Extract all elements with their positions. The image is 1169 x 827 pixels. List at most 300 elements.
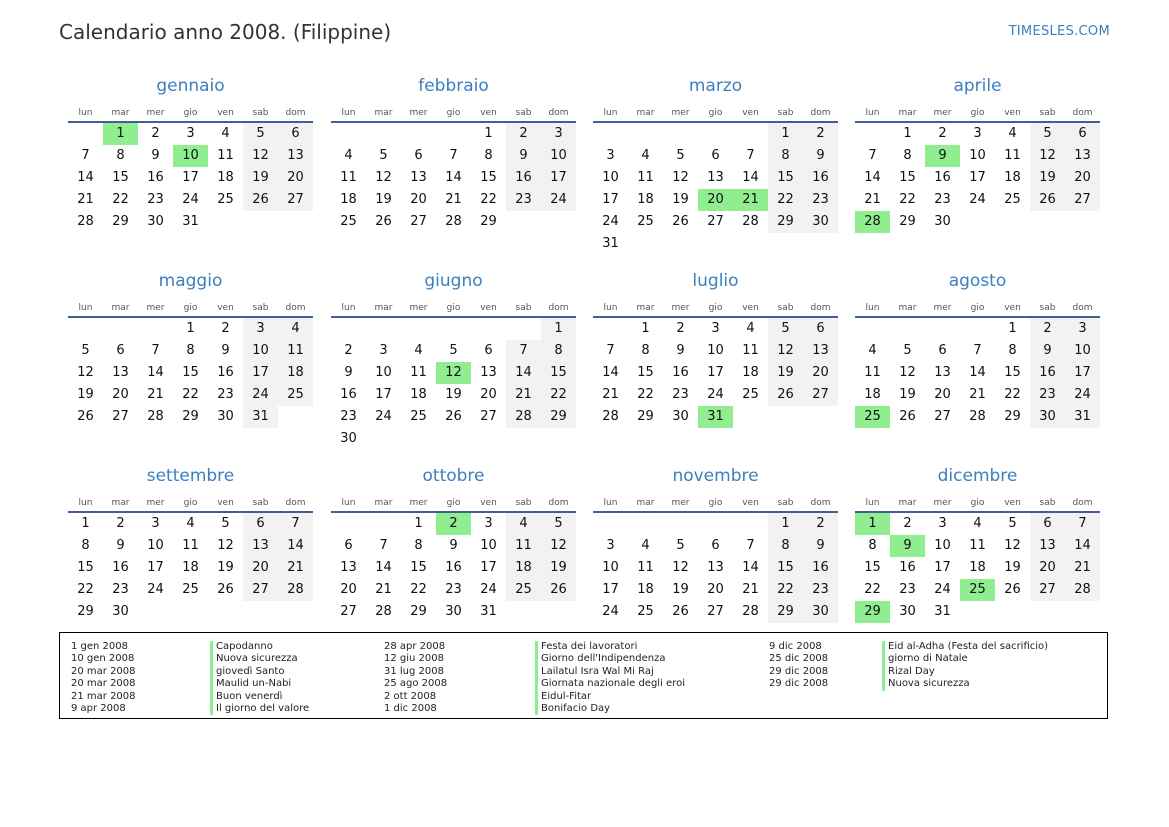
empty-cell <box>138 318 173 340</box>
legend-date: 2 ott 2008 <box>384 690 437 702</box>
day-cell: 4 <box>868 343 877 358</box>
day-cell: 11 <box>637 560 654 575</box>
day-cell: 19 <box>375 192 392 207</box>
day-cell: 26 <box>375 214 392 229</box>
day-cell: 24 <box>182 192 199 207</box>
weekday-label: lun <box>341 108 356 118</box>
month-ottobre <box>331 466 576 623</box>
month-luglio <box>593 271 838 428</box>
day-cell: 16 <box>803 167 838 189</box>
weekday-label: mar <box>636 303 655 313</box>
weekday-label: lun <box>865 498 880 508</box>
day-cell: 25 <box>506 579 541 601</box>
day-cell: 7 <box>746 148 755 163</box>
day-cell: 11 <box>1004 148 1021 163</box>
day-cell: 9 <box>1030 340 1065 362</box>
day-grid <box>331 513 576 623</box>
day-cell: 18 <box>1004 170 1021 185</box>
day-cell: 12 <box>899 365 916 380</box>
empty-cell <box>890 318 925 340</box>
weekday-label: sab <box>515 303 532 313</box>
day-cell: 2 <box>803 513 838 535</box>
weekday-label: mer <box>933 498 952 508</box>
month-giugno <box>331 271 576 450</box>
day-cell: 16 <box>217 365 234 380</box>
day-cell: 11 <box>340 170 357 185</box>
day-cell: 8 <box>1008 343 1017 358</box>
day-cell: 17 <box>182 170 199 185</box>
day-cell: 30 <box>217 409 234 424</box>
day-cell: 28 <box>742 214 759 229</box>
day-cell: 22 <box>410 582 427 597</box>
day-cell: 27 <box>278 189 313 211</box>
day-cell: 6 <box>243 513 278 535</box>
day-cell: 16 <box>445 560 462 575</box>
day-grid <box>593 318 838 428</box>
day-cell: 5 <box>903 343 912 358</box>
day-cell: 12 <box>375 170 392 185</box>
weekday-label: lun <box>865 303 880 313</box>
day-cell: 10 <box>707 343 724 358</box>
day-grid <box>68 513 313 623</box>
day-cell: 18 <box>278 362 313 384</box>
weekday-label: sab <box>515 498 532 508</box>
day-cell: 24 <box>602 214 619 229</box>
day-cell: 6 <box>711 538 720 553</box>
weekday-label: ven <box>742 108 759 118</box>
weekday-label: gio <box>708 303 723 313</box>
day-cell: 30 <box>1030 406 1065 428</box>
weekday-label: mer <box>409 303 428 313</box>
day-cell: 24 <box>969 192 986 207</box>
day-cell: 5 <box>1030 123 1065 145</box>
weekday-label: lun <box>78 498 93 508</box>
empty-cell <box>593 318 628 340</box>
day-cell: 16 <box>672 365 689 380</box>
day-cell: 15 <box>768 167 803 189</box>
month-name: ottobre <box>422 466 485 486</box>
weekday-label: sab <box>252 498 269 508</box>
weekday-label: gio <box>183 108 198 118</box>
empty-cell <box>366 123 401 145</box>
day-cell: 13 <box>934 365 951 380</box>
day-cell: 6 <box>1030 513 1065 535</box>
day-cell: 2 <box>116 516 125 531</box>
day-grid <box>855 513 1100 623</box>
day-cell: 27 <box>243 579 278 601</box>
day-cell: 1 <box>186 321 195 336</box>
weekday-label: ven <box>742 303 759 313</box>
day-cell: 13 <box>803 340 838 362</box>
legend-holiday-name: Nuova sicurezza <box>210 653 309 665</box>
day-cell: 14 <box>864 170 881 185</box>
day-cell: 18 <box>637 582 654 597</box>
day-cell: 29 <box>410 604 427 619</box>
day-cell: 11 <box>278 340 313 362</box>
day-cell: 10 <box>602 560 619 575</box>
weekday-label: dom <box>285 498 306 508</box>
weekday-label: ven <box>217 498 234 508</box>
day-cell: 19 <box>243 167 278 189</box>
day-cell: 15 <box>112 170 129 185</box>
day-cell: 27 <box>1030 579 1065 601</box>
day-cell: 5 <box>676 148 685 163</box>
day-cell: 30 <box>934 214 951 229</box>
month-aprile <box>855 76 1100 233</box>
holiday-day-cell: 29 <box>855 601 890 623</box>
empty-cell <box>366 513 401 535</box>
day-cell: 28 <box>445 214 462 229</box>
empty-cell <box>593 513 628 535</box>
legend-names-col-3 <box>882 641 1048 691</box>
weekday-label: mer <box>409 498 428 508</box>
day-cell: 6 <box>1065 123 1100 145</box>
empty-cell <box>733 513 768 535</box>
day-cell: 2 <box>938 126 947 141</box>
day-cell: 22 <box>899 192 916 207</box>
day-cell: 25 <box>1004 192 1021 207</box>
day-cell: 20 <box>278 167 313 189</box>
day-cell: 22 <box>480 192 497 207</box>
day-cell: 3 <box>484 516 493 531</box>
day-cell: 29 <box>182 409 199 424</box>
weekday-label: gio <box>708 108 723 118</box>
day-cell: 5 <box>81 343 90 358</box>
day-cell: 11 <box>506 535 541 557</box>
weekday-label: dom <box>810 498 831 508</box>
day-cell: 14 <box>77 170 94 185</box>
day-cell: 19 <box>768 362 803 384</box>
day-cell: 20 <box>803 362 838 384</box>
day-cell: 22 <box>541 384 576 406</box>
day-cell: 29 <box>1004 409 1021 424</box>
day-cell: 3 <box>1065 318 1100 340</box>
holiday-day-cell: 12 <box>436 362 471 384</box>
month-name: luglio <box>692 271 739 291</box>
holiday-legend <box>59 632 1108 719</box>
day-cell: 2 <box>221 321 230 336</box>
day-cell: 9 <box>803 145 838 167</box>
day-cell: 18 <box>217 170 234 185</box>
day-cell: 21 <box>1065 557 1100 579</box>
day-cell: 3 <box>186 126 195 141</box>
legend-date: 25 dic 2008 <box>769 653 829 665</box>
day-cell: 24 <box>243 384 278 406</box>
day-cell: 7 <box>973 343 982 358</box>
day-cell: 29 <box>637 409 654 424</box>
empty-cell <box>593 123 628 145</box>
day-cell: 6 <box>344 538 353 553</box>
day-cell: 27 <box>480 409 497 424</box>
day-cell: 20 <box>243 557 278 579</box>
month-febbraio <box>331 76 576 233</box>
day-cell: 15 <box>899 170 916 185</box>
legend-holiday-name: Festa dei lavoratori <box>535 641 685 653</box>
day-cell: 27 <box>1065 189 1100 211</box>
day-cell: 27 <box>112 409 129 424</box>
day-cell: 26 <box>899 409 916 424</box>
day-cell: 13 <box>480 365 497 380</box>
weekday-label: dom <box>285 303 306 313</box>
legend-date: 20 mar 2008 <box>71 665 136 677</box>
weekday-label: gio <box>446 108 461 118</box>
legend-holiday-name: Rizal Day <box>882 666 1048 678</box>
day-cell: 2 <box>676 321 685 336</box>
day-cell: 25 <box>217 192 234 207</box>
month-name: maggio <box>158 271 223 291</box>
day-cell: 19 <box>1030 167 1065 189</box>
day-cell: 3 <box>243 318 278 340</box>
day-cell: 4 <box>414 343 423 358</box>
day-cell: 4 <box>641 538 650 553</box>
legend-date: 9 apr 2008 <box>71 703 126 715</box>
day-cell: 30 <box>899 604 916 619</box>
day-cell: 12 <box>1030 145 1065 167</box>
weekday-label: ven <box>217 303 234 313</box>
day-cell: 19 <box>672 582 689 597</box>
day-cell: 24 <box>602 604 619 619</box>
day-cell: 10 <box>480 538 497 553</box>
weekday-label: sab <box>1039 303 1056 313</box>
day-cell: 18 <box>410 387 427 402</box>
day-cell: 10 <box>541 145 576 167</box>
legend-holiday-name: Lailatul Isra Wal Mi Raj <box>535 666 685 678</box>
day-cell: 24 <box>541 189 576 211</box>
day-cell: 9 <box>116 538 125 553</box>
day-cell: 17 <box>707 365 724 380</box>
day-cell: 30 <box>803 601 838 623</box>
day-cell: 21 <box>506 384 541 406</box>
day-cell: 30 <box>445 604 462 619</box>
day-cell: 14 <box>375 560 392 575</box>
day-cell: 14 <box>742 560 759 575</box>
weekday-label: mar <box>898 498 917 508</box>
weekday-label: gio <box>970 303 985 313</box>
weekday-label: mar <box>898 108 917 118</box>
empty-cell <box>68 123 103 145</box>
day-cell: 1 <box>768 513 803 535</box>
holiday-day-cell: 1 <box>103 123 138 145</box>
day-grid <box>331 318 576 450</box>
day-cell: 4 <box>344 148 353 163</box>
weekday-label: mar <box>898 303 917 313</box>
day-cell: 15 <box>77 560 94 575</box>
legend-holiday-name: giovedì Santo <box>210 666 309 678</box>
day-cell: 7 <box>278 513 313 535</box>
day-cell: 15 <box>541 362 576 384</box>
empty-cell <box>733 123 768 145</box>
day-cell: 10 <box>969 148 986 163</box>
legend-date: 28 apr 2008 <box>384 641 446 652</box>
holiday-day-cell: 9 <box>890 535 925 557</box>
weekday-label: ven <box>742 498 759 508</box>
day-cell: 10 <box>934 538 951 553</box>
weekday-label: mar <box>111 498 130 508</box>
day-cell: 14 <box>969 365 986 380</box>
empty-cell <box>436 318 471 340</box>
day-cell: 22 <box>112 192 129 207</box>
day-cell: 17 <box>969 170 986 185</box>
page-title: Calendario anno 2008. (Filippine) <box>59 20 392 44</box>
weekday-label: mar <box>111 303 130 313</box>
month-settembre <box>68 466 313 623</box>
day-cell: 23 <box>1030 384 1065 406</box>
day-cell: 15 <box>637 365 654 380</box>
day-cell: 15 <box>182 365 199 380</box>
day-cell: 12 <box>672 170 689 185</box>
weekday-label: gio <box>183 303 198 313</box>
day-cell: 27 <box>803 384 838 406</box>
day-cell: 2 <box>903 516 912 531</box>
weekday-label: ven <box>480 108 497 118</box>
day-cell: 8 <box>768 535 803 557</box>
day-cell: 22 <box>768 189 803 211</box>
day-cell: 3 <box>973 126 982 141</box>
empty-cell <box>628 123 663 145</box>
day-cell: 8 <box>484 148 493 163</box>
day-cell: 27 <box>934 409 951 424</box>
day-cell: 5 <box>676 538 685 553</box>
day-cell: 20 <box>707 582 724 597</box>
month-name: marzo <box>688 76 743 96</box>
day-cell: 17 <box>602 582 619 597</box>
weekday-label: sab <box>777 108 794 118</box>
day-cell: 9 <box>803 535 838 557</box>
day-cell: 4 <box>221 126 230 141</box>
weekday-label: sab <box>252 108 269 118</box>
weekday-label: mar <box>111 108 130 118</box>
day-cell: 3 <box>606 148 615 163</box>
day-cell: 22 <box>637 387 654 402</box>
day-cell: 22 <box>1004 387 1021 402</box>
legend-date: 29 dic 2008 <box>769 678 829 690</box>
legend-date: 31 lug 2008 <box>384 665 444 677</box>
legend-names-col-1 <box>210 641 309 715</box>
day-cell: 23 <box>672 387 689 402</box>
day-cell: 22 <box>182 387 199 402</box>
day-cell: 2 <box>506 123 541 145</box>
weekday-label: lun <box>78 303 93 313</box>
day-cell: 29 <box>768 211 803 233</box>
day-cell: 28 <box>742 604 759 619</box>
day-cell: 23 <box>112 582 129 597</box>
weekday-label: mer <box>671 303 690 313</box>
day-cell: 1 <box>541 318 576 340</box>
day-cell: 27 <box>707 604 724 619</box>
day-cell: 11 <box>969 538 986 553</box>
empty-cell <box>663 123 698 145</box>
day-cell: 18 <box>742 365 759 380</box>
day-cell: 31 <box>182 214 199 229</box>
weekday-label: sab <box>252 303 269 313</box>
legend-holiday-name: Nuova sicurezza <box>882 678 1048 690</box>
day-cell: 27 <box>410 214 427 229</box>
month-marzo <box>593 76 838 255</box>
day-cell: 14 <box>1065 535 1100 557</box>
day-cell: 22 <box>864 582 881 597</box>
legend-dates-col-2 <box>384 641 447 715</box>
day-cell: 6 <box>803 318 838 340</box>
day-cell: 15 <box>410 560 427 575</box>
day-cell: 23 <box>934 192 951 207</box>
empty-cell <box>436 123 471 145</box>
day-cell: 16 <box>934 170 951 185</box>
day-cell: 23 <box>340 409 357 424</box>
legend-date: 1 dic 2008 <box>384 703 437 715</box>
empty-cell <box>401 318 436 340</box>
site-link[interactable]: TIMESLES.COM <box>1008 24 1110 39</box>
weekday-label: mer <box>933 303 952 313</box>
day-cell: 23 <box>217 387 234 402</box>
weekday-label: gio <box>970 108 985 118</box>
legend-holiday-name: Eidul-Fitar <box>535 691 685 703</box>
day-cell: 28 <box>278 579 313 601</box>
empty-cell <box>855 123 890 145</box>
day-cell: 28 <box>969 409 986 424</box>
day-cell: 20 <box>340 582 357 597</box>
day-cell: 24 <box>147 582 164 597</box>
day-cell: 4 <box>278 318 313 340</box>
day-grid <box>68 318 313 428</box>
day-cell: 25 <box>410 409 427 424</box>
day-cell: 21 <box>278 557 313 579</box>
day-cell: 3 <box>541 123 576 145</box>
day-cell: 14 <box>278 535 313 557</box>
day-cell: 23 <box>803 189 838 211</box>
day-cell: 19 <box>672 192 689 207</box>
day-cell: 6 <box>116 343 125 358</box>
day-cell: 28 <box>77 214 94 229</box>
legend-holiday-name: Giorno dell'Indipendenza <box>535 653 685 665</box>
day-cell: 20 <box>480 387 497 402</box>
weekday-label: ven <box>480 498 497 508</box>
day-cell: 30 <box>112 604 129 619</box>
day-grid <box>68 123 313 233</box>
weekday-label: gio <box>970 498 985 508</box>
day-cell: 9 <box>449 538 458 553</box>
legend-holiday-name: Maulid un-Nabi <box>210 678 309 690</box>
holiday-day-cell: 31 <box>698 406 733 428</box>
day-cell: 12 <box>1004 538 1021 553</box>
day-cell: 16 <box>803 557 838 579</box>
weekday-label: lun <box>341 498 356 508</box>
weekday-label: ven <box>217 108 234 118</box>
weekday-label: lun <box>603 498 618 508</box>
day-cell: 26 <box>217 582 234 597</box>
day-cell: 16 <box>1030 362 1065 384</box>
legend-date: 20 mar 2008 <box>71 678 136 690</box>
weekday-label: gio <box>708 498 723 508</box>
legend-date: 1 gen 2008 <box>71 641 129 652</box>
day-cell: 24 <box>707 387 724 402</box>
day-cell: 8 <box>768 145 803 167</box>
day-cell: 6 <box>484 343 493 358</box>
day-cell: 17 <box>375 387 392 402</box>
weekday-label: ven <box>1004 303 1021 313</box>
legend-holiday-name: Giornata nazionale degli eroi <box>535 678 685 690</box>
weekday-label: lun <box>865 108 880 118</box>
empty-cell <box>506 318 541 340</box>
day-cell: 2 <box>151 126 160 141</box>
day-cell: 2 <box>803 123 838 145</box>
day-cell: 26 <box>768 384 803 406</box>
day-cell: 21 <box>445 192 462 207</box>
day-cell: 12 <box>672 560 689 575</box>
day-cell: 15 <box>480 170 497 185</box>
day-cell: 11 <box>217 148 234 163</box>
day-cell: 21 <box>864 192 881 207</box>
weekday-label: dom <box>548 303 569 313</box>
